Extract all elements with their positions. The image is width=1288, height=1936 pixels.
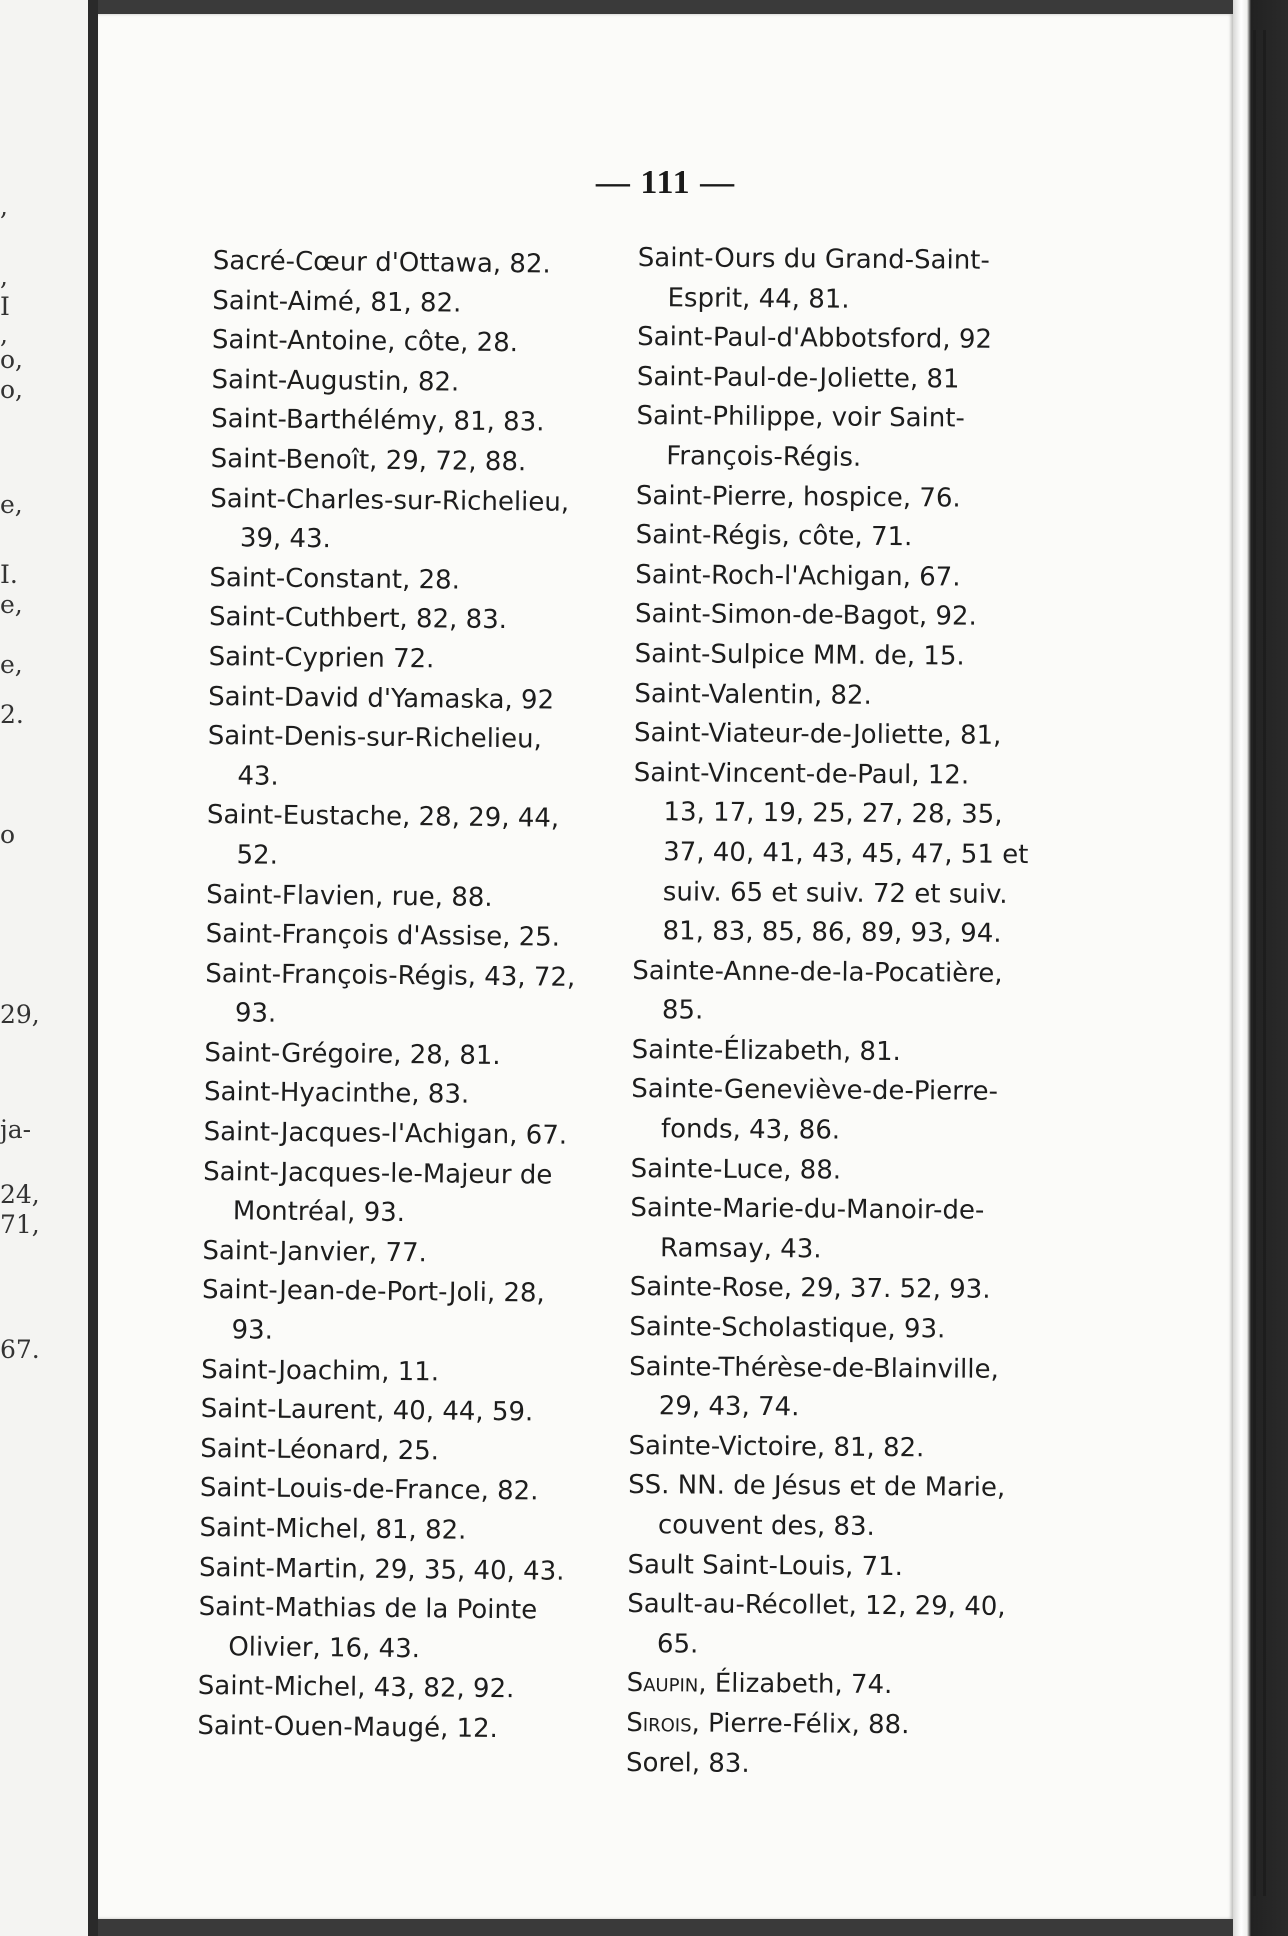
index-entry: Saint-Augustin, 82. [211, 364, 460, 398]
index-entry: Sainte-Luce, 88. [630, 1153, 842, 1186]
index-entry: Saint-Eustache, 28, 29, 44, [206, 800, 560, 834]
previous-page-fragment: e, [0, 490, 23, 519]
index-entry: Saint-Antoine, côte, 28. [211, 325, 519, 359]
index-entry-continuation: 85. [661, 995, 704, 1026]
index-entry: Saint-Valentin, 82. [634, 678, 872, 711]
index-entry-surname: Saupin [626, 1668, 699, 1699]
index-entry-continuation: Montréal, 93. [232, 1196, 406, 1229]
index-entry: Saint-Paul-d'Abbotsford, 92 [637, 322, 993, 355]
index-entry: Saint-Philippe, voir Saint- [636, 401, 965, 434]
index-entry: Saint-Simon-de-Bagot, 92. [634, 599, 977, 633]
index-entry: Sault-au-Récollet, 12, 29, 40, [627, 1589, 1006, 1623]
index-entry: Sainte-Scholastique, 93. [629, 1311, 946, 1345]
index-entry: Saint-Mathias de la Pointe [198, 1592, 538, 1626]
index-entry: Saint-Viateur-de-Joliette, 81, [634, 718, 1002, 751]
previous-page-fragment: o [0, 820, 16, 849]
index-entry: Saint-Joachim, 11. [201, 1354, 440, 1388]
index-entry: Saint-Ouen-Maugé, 12. [197, 1710, 499, 1745]
index-entry [626, 1664, 1056, 1707]
index-entry-continuation: 52. [236, 840, 279, 871]
index-entry-continuation: fonds, 43, 86. [660, 1114, 841, 1146]
index-entry-continuation: Olivier, 16, 43. [228, 1632, 421, 1665]
previous-page-fragment: e, [0, 590, 23, 619]
previous-page-fragment: 24, [0, 1180, 40, 1209]
previous-page-fragment: I. [0, 560, 18, 589]
index-entry: Saint-Vincent-de-Paul, 12. [633, 757, 970, 791]
index-entry: Sorel, 83. [625, 1747, 750, 1779]
index-entry-continuation: 93. [231, 1315, 274, 1346]
index-entry: Sault Saint-Louis, 71. [627, 1549, 904, 1582]
index-entry-continuation: 39, 43. [239, 523, 332, 555]
previous-page-fragment: 71, [0, 1210, 40, 1239]
index-entry: Saint-Pierre, hospice, 76. [635, 480, 961, 514]
index-entry: Saint-Aimé, 81, 82. [212, 285, 462, 319]
book-spine-edge [1233, 0, 1288, 1936]
index-entry: Saint-Hyacinthe, 83. [203, 1077, 470, 1111]
index-entry-continuation: François-Régis. [666, 441, 862, 473]
index-entry: Saint-François d'Assise, 25. [205, 919, 561, 953]
index-entry: Sainte-Élizabeth, 81. [631, 1034, 901, 1067]
index-entry-continuation: couvent des, 83. [657, 1510, 875, 1542]
index-entry: Saint-Janvier, 77. [202, 1235, 428, 1269]
index-entry-continuation: 93. [234, 998, 277, 1029]
index-entry: Saint-Léonard, 25. [200, 1433, 440, 1467]
index-entry: Saint-Jean-de-Port-Joli, 28, [201, 1275, 545, 1309]
index-entry: Saint-Constant, 28. [209, 562, 461, 596]
index-entry: Sacré-Cœur d'Ottawa, 82. [212, 245, 551, 280]
index-entry: Sainte-Geneviève-de-Pierre- [631, 1074, 999, 1108]
index-entry: Saint-Sulpice MM. de, 15. [634, 638, 965, 672]
previous-page-fragment: , [0, 262, 8, 291]
index-entry-rest: , Pierre-Félix, 88. [691, 1708, 910, 1741]
index-entry: Saint-Michel, 81, 82. [199, 1512, 467, 1546]
index-entry-rest: , Élizabeth, 74. [698, 1668, 893, 1701]
previous-page-fragment: 2. [0, 700, 24, 729]
index-entry: Saint-Charles-sur-Richelieu, [210, 483, 570, 518]
index-entry-surname: Sirois [626, 1707, 692, 1739]
index-entry: Saint-Barthélémy, 81, 83. [210, 404, 545, 438]
index-entry: SS. NN. de Jésus et de Marie, [628, 1470, 1006, 1504]
index-entry [626, 1704, 1056, 1747]
index-entry: Sainte-Rose, 29, 37. 52, 93. [629, 1272, 991, 1306]
index-entry-continuation: Esprit, 44, 81. [667, 282, 850, 315]
index-entry-continuation: suiv. 65 et suiv. 72 et suiv. [662, 876, 1008, 910]
index-entry-continuation: 37, 40, 41, 43, 45, 47, 51 et [663, 837, 1029, 870]
previous-page-fragment: I [0, 292, 10, 321]
previous-page-fragment: e, [0, 650, 23, 679]
page-number: — 111 — [595, 164, 736, 201]
index-entry: Saint-Ours du Grand-Saint- [637, 242, 990, 276]
index-column-left [197, 242, 613, 1751]
index-entry: Saint-Cuthbert, 82, 83. [208, 602, 508, 636]
previous-page-fragment: , [0, 192, 8, 221]
index-entry: Saint-Martin, 29, 35, 40, 43. [198, 1552, 565, 1587]
previous-page-fragment: o, [0, 345, 23, 374]
index-entry: Saint-Laurent, 40, 44, 59. [200, 1394, 534, 1428]
index-entry: Saint-Michel, 43, 82, 92. [197, 1671, 515, 1705]
index-entry: Saint-Flavien, rue, 88. [206, 879, 493, 913]
previous-page-fragment: o, [0, 375, 23, 404]
index-entry-continuation: 65. [656, 1628, 699, 1660]
index-entry: Saint-Roch-l'Achigan, 67. [635, 559, 961, 593]
index-entry-continuation: 43. [237, 761, 279, 792]
index-entry-continuation: 81, 83, 85, 86, 89, 93, 94. [662, 916, 1002, 949]
index-entry-continuation: Ramsay, 43. [659, 1233, 822, 1265]
index-column-right [626, 239, 1068, 1786]
index-entry: Saint-Paul-de-Joliette, 81 [636, 361, 960, 395]
index-entry: Saint-François-Régis, 43, 72, [205, 958, 576, 993]
index-entry: Sainte-Thérèse-de-Blainville, [629, 1351, 999, 1385]
index-entry: Sainte-Victoire, 81, 82. [628, 1430, 925, 1464]
index-entry-continuation: 13, 17, 19, 25, 27, 28, 35, [663, 797, 1003, 831]
previous-page-fragment: ja- [0, 1115, 32, 1144]
index-entry: Saint-Cyprien 72. [208, 641, 435, 675]
index-entry: Saint-Jacques-le-Majeur de [203, 1156, 553, 1191]
index-entry: Saint-Denis-sur-Richelieu, [207, 721, 543, 755]
index-entry: Saint-Jacques-l'Achigan, 67. [203, 1117, 568, 1151]
previous-page-fragment: 67. [0, 1335, 40, 1364]
previous-page-fragment: , [0, 320, 8, 349]
index-page [98, 14, 1233, 1919]
previous-page-edge [0, 0, 98, 1936]
index-entry: Saint-Benoît, 29, 72, 88. [210, 443, 527, 478]
previous-page-fragment: 29, [0, 1000, 40, 1029]
index-entry: Saint-Louis-de-France, 82. [199, 1473, 539, 1507]
index-entry: Saint-Grégoire, 28, 81. [204, 1037, 501, 1071]
index-entry: Sainte-Marie-du-Manoir-de- [630, 1193, 985, 1226]
index-entry-continuation: 29, 43, 74. [658, 1391, 800, 1423]
index-entry: Saint-Régis, côte, 71. [635, 520, 913, 553]
index-entry: Saint-David d'Yamaska, 92 [208, 681, 555, 716]
index-entry: Sainte-Anne-de-la-Pocatière, [632, 955, 1003, 989]
